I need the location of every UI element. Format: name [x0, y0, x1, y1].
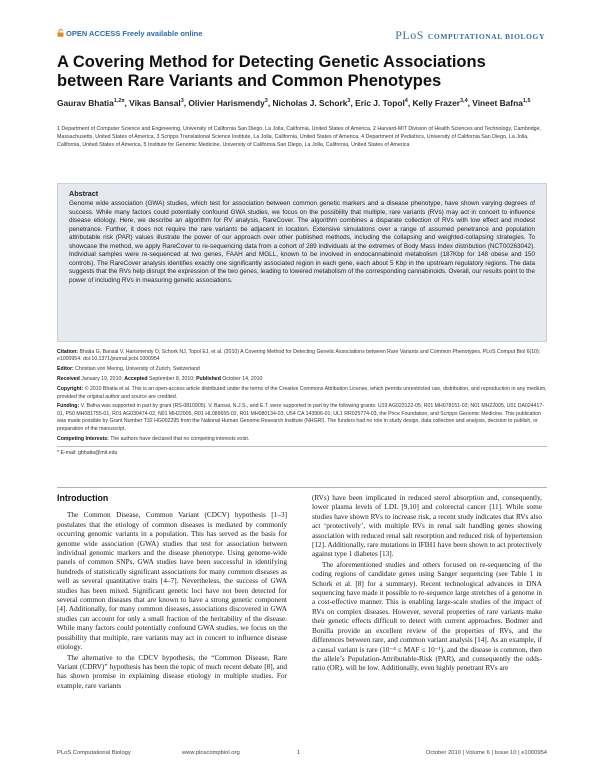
author-name: Vikas Bansal — [129, 97, 181, 108]
citation-label: Citation: — [57, 349, 79, 355]
author-separator: , — [407, 97, 413, 108]
body-paragraph: The Common Disease, Common Variant (CDCV) hypothesis [1–3] postulates that the etiology of common diseases is mediated by commonly occurring genomic variants in a population. This has served as the basis for genome wide association (GWA) studies that test for association between individual genomic markers and the disease phenotype. Using genome-wide panels of common SNPs, GWA studies have been successful in identifying hundreds of statistically significant associations for many common diseases as well as several quantitative traits [4–7]. Nevertheless, the success of GWA studies has been mixed. Significant genetic loci have not been detected for several common diseases that are known to have a strong genetic component [4]. Additionally, for many common diseases, associations discovered in GWA studies can account for only a small fraction of the heritability of the disease. While many factors could potentially confound GWA studies, we focus on the possibility that multiple, rare variants may act in concert to influence disease etiology. — [57, 511, 287, 652]
funding-line — [57, 403, 547, 433]
author-affiliation-marker: 3 — [264, 98, 268, 104]
author — [355, 98, 412, 108]
open-access-badge — [57, 29, 202, 38]
citation-line — [57, 349, 547, 364]
page-footer — [57, 750, 547, 760]
author-name: Kelly Frazer — [412, 97, 460, 108]
author-affiliation-marker: 1,2¤ — [113, 98, 125, 104]
competing-interests-line — [57, 436, 547, 443]
footer-url[interactable]: www.ploscompbiol.org — [182, 750, 240, 756]
published-date: October 14, 2010 — [222, 376, 263, 383]
author-name: Nicholas J. Schork — [272, 97, 348, 108]
editor-label: Editor: — [57, 366, 74, 373]
journal-header — [57, 28, 545, 42]
body-column-right — [312, 494, 542, 675]
journal-logo-main: PLoS — [395, 28, 424, 42]
citation-text: Bhatia G, Bansal V, Harismendy O, Schork NJ, Topol EJ, et al. (2010) A Covering Method for Detecting Genetic Associations between Rare Variants and Common Phenotypes. PLoS Comput Biol 6(10): e1000954. doi:10.1371/journal.pcbi.1000954 — [57, 349, 541, 363]
body-column-left — [57, 494, 287, 692]
email-line: * E-mail: gbhatia@mit.edu — [57, 449, 118, 456]
footer-issue: October 2010 | Volume 6 | Issue 10 | e1000954 — [425, 750, 547, 756]
author-separator: , — [124, 97, 130, 108]
author-affiliation-marker: 4 — [404, 98, 408, 104]
competing-text: The authors have declared that no competing interests exist. — [110, 435, 250, 442]
open-lock-icon — [57, 29, 64, 37]
open-access-text: OPEN ACCESS Freely available online — [66, 29, 203, 38]
footer-journal: PLoS Computational Biology — [57, 750, 131, 756]
author-affiliation-marker: 3 — [180, 98, 184, 104]
section-divider — [57, 487, 547, 488]
author-affiliation-marker: 3 — [347, 98, 351, 104]
author-separator: , — [350, 97, 356, 108]
author-separator: , — [467, 97, 473, 108]
funding-label: Funding: — [57, 403, 80, 410]
affiliations: 1 Department of Computer Science and Engineering, University of California San Diego, La Jolla, California, United States of America, 2 Harvard-MIT Division of Health Sciences and Technology, Cambridge, Massachusetts, United States of America, 3 Scripps Translational Science Institute, La Jolla, California, United States of America, 4 Department of Pediatrics, University of California San Diego, La Jolla, California, United States of America, 5 Institute for Genomic Medicine, University of California San Diego, La Jolla, California, United States of America — [57, 126, 542, 149]
accepted-label: Accepted — [124, 376, 148, 383]
author-list — [57, 95, 547, 110]
author-separator: , — [267, 97, 273, 108]
accepted-date: September 8, 2010; — [149, 376, 195, 383]
body-paragraph: The aforementioned studies and others focused on re-sequencing of the coding regions of candidate genes using Sanger sequencing (see Table 1 in Schork et al. [8] for a summary). Recent technological advances in DNA sequencing have made it possible to re-sequence large stretches of a genome in a cost-effective manner. This is enabling large-scale studies of the impact of RVs on complex diseases. However, several properties of rare variants make their genetic effects difficult to detect with current approaches. Bodmer and Bonilla provide an excellent review of the properties of RVs, and the differences between rare, and common variant analysis [14]. As an example, if a causal variant is rare (10⁻⁴ ≤ MAF ≤ 10⁻¹), and the disease is common, then the allele’s Population-Attributable-Risk (PAR), and consequently the odds-ratio (OR), will be low. Additionally, even highly penetrant RVs are — [312, 560, 542, 673]
author-name: Eric J. Topol — [355, 97, 405, 108]
body-paragraph: (RVs) have been implicated in reduced sterol absorption and, consequently, lower plasma levels of LDL [9,10] and colorectal cancer [11]. While some studies have shown RVs to increase risk, a recent study indicates that RVs also act ‘protectively’, with multiple RVs in renal salt handling genes showing association with reduced renal salt resorption and reduced risk of hypertension [12]. Additionally, rare mutations in IFIH1 have been shown to act protectively against type 1 diabetes [13]. — [312, 494, 542, 559]
received-date: January 19, 2010; — [81, 376, 123, 383]
author-name: Gaurav Bhatia — [57, 97, 114, 108]
abstract-box — [57, 183, 547, 342]
copyright-label: Copyright: — [57, 386, 84, 393]
copyright-text: © 2010 Bhatia et al. This is an open-access article distributed under the terms of the Creative Commons Attribution License, which permits unrestricted use, distribution, and reproduction in any medium, provided the original author and source are credited. — [57, 386, 547, 400]
copyright-line — [57, 386, 547, 401]
journal-logo — [395, 26, 545, 44]
editor-line — [57, 366, 547, 373]
dates-line — [57, 376, 547, 383]
author — [188, 98, 272, 108]
author — [413, 98, 473, 108]
article-metadata — [57, 349, 547, 460]
abstract-text: Genome wide association (GWA) studies, which test for association between common genetic markers and a disease phenotype, have shown varying degrees of success. While many factors could potentially confound GWA studies, we focus on the possibility that multiple, rare variants (RVs) may act in concert to influence disease etiology. Here, we describe an algorithm for RV analysis, RareCover. The algorithm combines a disparate collection of RVs with low effect and modest penetrance. Further, it does not require the rare variants be adjacent in location. Extensive simulations over a range of assumed penetrance and population attributable risk (PAR) values illustrate the power of our approach over other published methods, including the collapsing and weighted-collapsing strategies. To showcase the method, we apply RareCover to re-sequencing data from a cohort of 289 individuals at the extremes of Body Mass Index distribution (NCT00263042). Individual samples were re-sequenced at two genes, FAAH and MGLL, known to be involved in endocannabinoid metabolism (187Kbp for 148 obese and 150 controls). The RareCover analysis identifies exactly one significantly associated region in each gene, each about 5 Kbp in the upstream regulatory regions. The data suggests that the RVs help disrupt the expression of the two genes, leading to lowered metabolism of the corresponding cannabinoids. Overall, our results point to the power of including RVs in measuring genetic associations. — [69, 200, 535, 284]
author — [472, 98, 530, 108]
author-name: Olivier Harismendy — [188, 97, 265, 108]
author — [272, 98, 355, 108]
journal-logo-sub: COMPUTATIONAL BIOLOGY — [427, 32, 545, 41]
article-title: A Covering Method for Detecting Genetic Associations between Rare Variants and Common Phenotypes — [57, 53, 486, 90]
published-label: Published — [196, 376, 221, 383]
received-label: Received — [57, 376, 80, 383]
author-affiliation-marker: 1,5 — [522, 98, 531, 104]
abstract-heading: Abstract — [69, 189, 99, 198]
funding-text: V. Bafna was supported in part by grant (RS-0810905). V. Bansal, N.J.S., and E.T. were supported in part by the following grants: U19 AG023122-05; R01 MH078151-03; N01 MH22005, U01 DA024417-01, P50 MH081755-01, R01 AG030474-02, N01 MH22005, R01 HL089655-02, R01 MH080134-03, U54 CA 143906-01; UL1 RR025774-03, the Price Foundation, and Scripps Genomic Medicine. This publication was made possible by Grant Number T32 HG002295 from the National Human Genome Research Institute (NHGRI). The funders had no role in study design, data collection and analysis, decision to publish, or preparation of the manuscript. — [57, 403, 544, 432]
author-separator: , — [183, 97, 189, 108]
body-paragraph: The alternative to the CDCV hypothesis, the “Common Disease, Rare Variant (CDRV)” hypothesis has been the topic of much recent debate [8], and has shown promise in explaining disease etiology in multiple studies. For example, rare variants — [57, 653, 287, 690]
author-affiliation-marker: 3,4 — [459, 98, 468, 104]
author — [57, 98, 129, 108]
editor-text: Christian von Mering, University of Zurich, Switzerland — [75, 366, 200, 373]
author-name: Vineet Bafna — [472, 97, 523, 108]
page-number: 1 — [297, 750, 301, 756]
meta-divider — [57, 446, 547, 447]
competing-label: Competing Interests: — [57, 435, 109, 442]
introduction-heading: Introduction — [57, 493, 109, 503]
author — [129, 98, 188, 108]
